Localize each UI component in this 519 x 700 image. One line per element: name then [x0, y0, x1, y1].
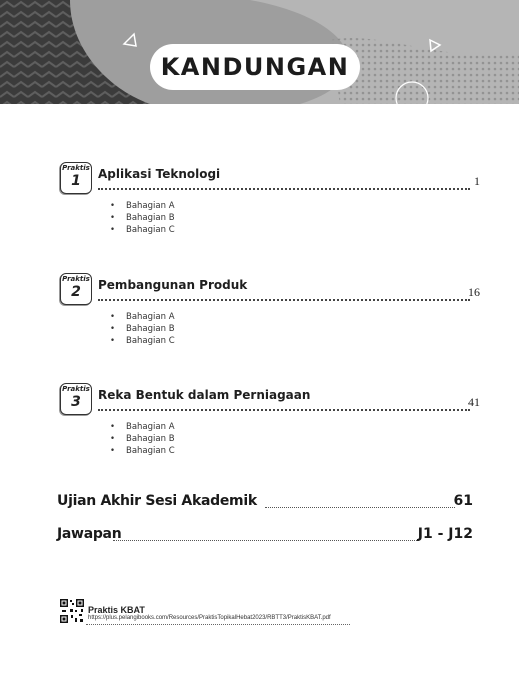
praktis-badge — [60, 383, 92, 415]
sub-list — [110, 421, 175, 457]
dotted-leader — [113, 540, 419, 541]
praktis-section-3[interactable] — [60, 383, 480, 458]
qr-code-icon[interactable] — [59, 598, 85, 624]
sub-list — [110, 200, 175, 236]
list-item: • Bahagian A — [110, 200, 175, 212]
entry-page: 61 — [453, 493, 473, 509]
sub-list — [110, 311, 175, 347]
entry-ujian-akhir[interactable] — [57, 493, 473, 513]
list-item: • Bahagian B — [110, 212, 175, 224]
entry-jawapan[interactable] — [57, 526, 473, 546]
list-item: • Bahagian A — [110, 311, 175, 323]
list-item: • Bahagian C — [110, 224, 175, 236]
dotted-leader — [98, 409, 470, 411]
list-item: • Bahagian B — [110, 323, 175, 335]
list-item: • Bahagian C — [110, 445, 175, 457]
dotted-leader — [265, 507, 455, 508]
dotted-leader — [98, 299, 470, 301]
page-number: 41 — [468, 395, 480, 409]
page-title: KANDUNGAN — [150, 44, 360, 90]
list-item: • Bahagian A — [110, 421, 175, 433]
qr-title: Praktis KBAT — [88, 605, 145, 615]
praktis-badge — [60, 162, 92, 194]
praktis-section-2[interactable] — [60, 273, 480, 348]
qr-link[interactable]: https://plus.pelangibooks.com/Resources/PraktisTopikalHebat2023/RBTT3/PraktisKBAT.pdf — [88, 615, 331, 621]
entry-label: Jawapan — [57, 526, 122, 542]
page-number: 1 — [474, 174, 480, 188]
dotted-underline — [86, 624, 350, 625]
dotted-leader — [98, 188, 470, 190]
entry-label: Ujian Akhir Sesi Akademik — [57, 493, 257, 509]
list-item: • Bahagian B — [110, 433, 175, 445]
badge-number: 3 — [71, 394, 81, 410]
section-title: Pembangunan Produk — [98, 278, 248, 292]
page-number: 16 — [468, 285, 480, 299]
praktis-section-1[interactable] — [60, 162, 480, 237]
badge-number: 1 — [71, 173, 81, 189]
badge-label: Praktis — [62, 275, 90, 283]
section-title: Reka Bentuk dalam Perniagaan — [98, 388, 311, 402]
badge-label: Praktis — [62, 164, 90, 172]
badge-label: Praktis — [62, 385, 90, 393]
praktis-badge — [60, 273, 92, 305]
section-title: Aplikasi Teknologi — [98, 167, 221, 181]
entry-page: J1 - J12 — [417, 526, 473, 542]
badge-number: 2 — [71, 284, 81, 300]
list-item: • Bahagian C — [110, 335, 175, 347]
header-banner — [0, 0, 519, 104]
